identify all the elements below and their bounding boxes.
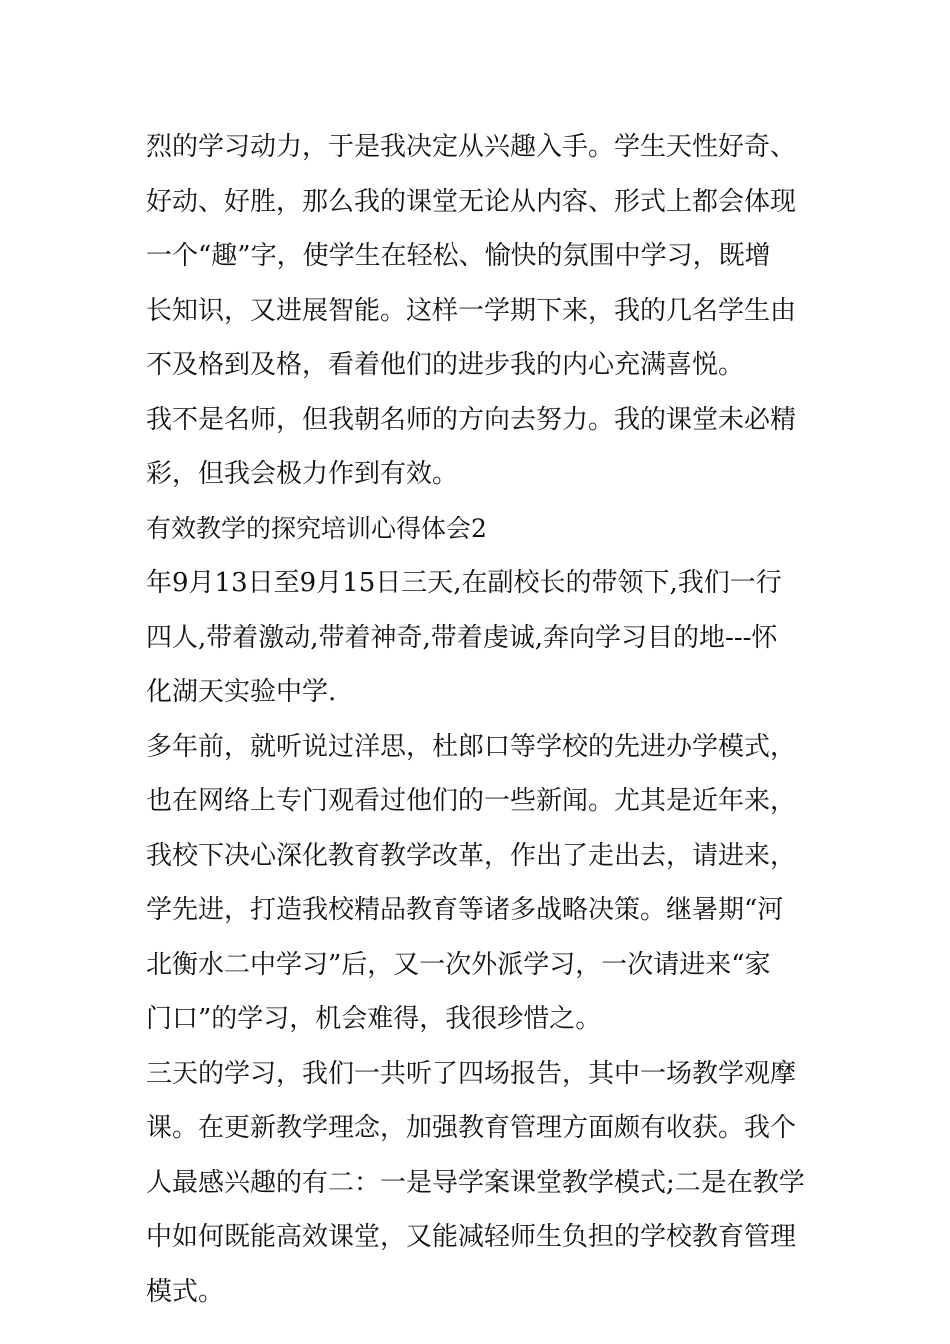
text-line: 门口”的学习，机会难得，我很珍惜之。 — [146, 1004, 602, 1034]
text-line: 不及格到及格，看着他们的进步我的内心充满喜悦。 — [146, 350, 745, 380]
text-line: 我校下决心深化教育教学改革，作出了走出去，请进来， — [146, 840, 797, 871]
text-line: 化湖天实验中学. — [146, 677, 337, 707]
section-heading: 有效教学的探究培训心得体会2 — [146, 513, 487, 543]
text-line: 烈的学习动力，于是我决定从兴趣入手。学生天性好奇、 — [146, 132, 797, 162]
text-line: 也在网络上专门观看过他们的一些新闻。尤其是近年来， — [146, 786, 797, 816]
text-line: 课。在更新教学理念，加强教育管理方面颇有收获。我个 — [146, 1113, 797, 1143]
text-line: 年9月13日至9月15日三天,在副校长的带领下,我们一行 — [146, 568, 782, 598]
text-line: 彩，但我会极力作到有效。 — [146, 459, 459, 489]
text-line: 好动、好胜，那么我的课堂无论从内容、形式上都会体现 — [146, 186, 797, 217]
text-line: 四人,带着激动,带着神奇,带着虔诚,奔向学习目的地---怀 — [146, 622, 778, 653]
document-body — [146, 120, 812, 1319]
text-line: 长知识，又进展智能。这样一学期下来，我的几名学生由 — [146, 295, 797, 326]
text-line: 三天的学习，我们一共听了四场报告，其中一场教学观摩 — [146, 1058, 797, 1089]
text-line: 中如何既能高效课堂，又能减轻师生负担的学校教育管理 — [146, 1222, 797, 1252]
text-line: 多年前，就听说过洋思，杜郎口等学校的先进办学模式， — [146, 731, 797, 762]
text-line: 人最感兴趣的有二：一是导学案课堂教学模式;二是在教学 — [146, 1167, 805, 1198]
text-line: 我不是名师，但我朝名师的方向去努力。我的课堂未必精 — [146, 404, 797, 435]
text-line: 北衡水二中学习”后，又一次外派学习，一次请进来“家 — [146, 949, 771, 980]
text-line: 模式。 — [146, 1276, 225, 1307]
text-line: 一个“趣”字，使学生在轻松、愉快的氛围中学习，既增 — [146, 241, 771, 271]
text-line: 学先进，打造我校精品教育等诸多战略决策。继暑期“河 — [146, 895, 784, 925]
